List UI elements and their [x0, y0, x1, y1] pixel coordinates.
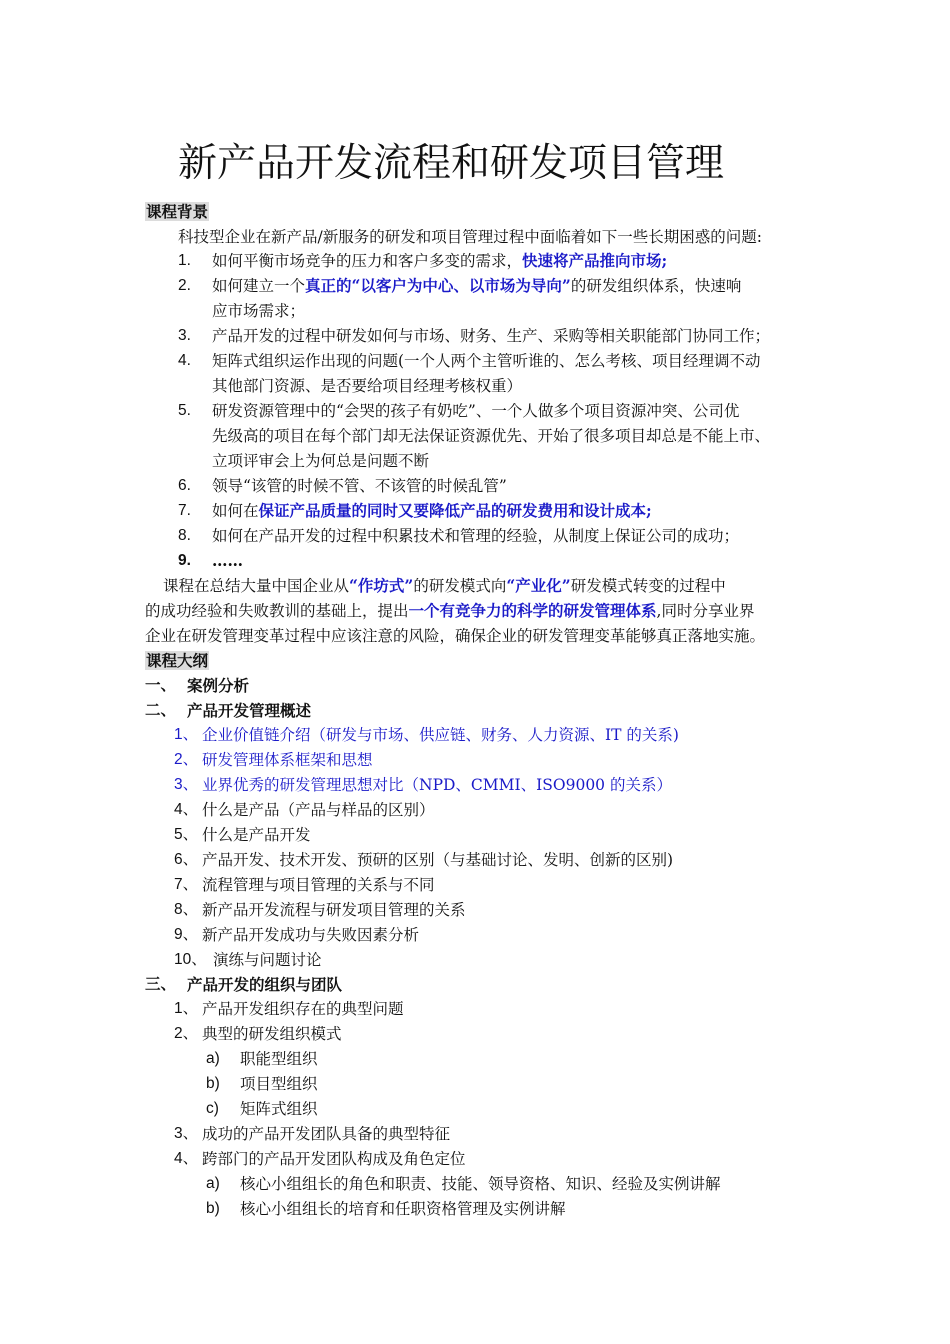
document-title: 新产品开发流程和研发项目管理 [178, 141, 725, 186]
list-item-number: 8. [178, 527, 191, 544]
outline-section-number: 三、 [145, 976, 177, 993]
outline-subitem: 项目型组织 [240, 1075, 318, 1093]
list-item-continuation: 立项评审会上为何总是问题不断 [212, 452, 430, 470]
outline-item: 研发管理体系框架和思想 [202, 751, 373, 769]
outline-subitem-letter: b) [206, 1200, 220, 1217]
outline-item-number: 10、 [174, 951, 207, 968]
outline-subitem-letter: b) [206, 1075, 220, 1092]
outline-item: 企业价值链介绍（研发与市场、供应链、财务、人力资源、IT 的关系) [202, 726, 679, 744]
outline-subitem: 职能型组织 [240, 1050, 318, 1068]
outline-subitem: 核心小组组长的角色和职责、技能、领导资格、知识、经验及实例讲解 [240, 1175, 721, 1193]
list-item: 如何建立一个真正的“以客户为中心、以市场为导向”的研发组织体系，快速响 [212, 276, 742, 295]
outline-item: 跨部门的产品开发团队构成及角色定位 [202, 1150, 466, 1168]
outline-item: 新产品开发成功与失败因素分析 [202, 926, 420, 944]
list-item: 如何在产品开发的过程中积累技术和管理的经验，从制度上保证公司的成功； [212, 527, 740, 545]
outline-item-number: 1、 [174, 726, 199, 743]
outline-item: 典型的研发组织模式 [202, 1025, 342, 1043]
outline-item-number: 3、 [174, 776, 199, 793]
outline-item-number: 8、 [174, 901, 199, 918]
list-item: …… [212, 551, 243, 570]
list-item: 矩阵式组织运作出现的问题(一个人两个主管听谁的、怎么考核、项目经理调不动 [212, 352, 761, 370]
outline-item: 什么是产品（产品与样品的区别） [202, 801, 435, 819]
outline-section-title: 案例分析 [187, 676, 250, 695]
outline-section-number: 二、 [145, 702, 177, 719]
section-heading-outline: 课程大纲 [146, 651, 209, 670]
outline-item: 业界优秀的研发管理思想对比（NPD、CMMI、ISO9000 的关系） [202, 776, 672, 794]
outline-item-number: 6、 [174, 851, 199, 868]
list-item-continuation: 先级高的项目在每个部门却无法保证资源优先、开始了很多项目却总是不能上市、 [212, 427, 771, 445]
outline-item: 什么是产品开发 [202, 826, 311, 844]
summary-paragraph-line: 课程在总结大量中国企业从“作坊式”的研发模式向“产业化”研发模式转变的过程中 [163, 576, 726, 595]
outline-subitem: 矩阵式组织 [240, 1100, 318, 1118]
outline-item: 新产品开发流程与研发项目管理的关系 [202, 901, 466, 919]
list-item-number: 4. [178, 352, 191, 369]
list-item: 产品开发的过程中研发如何与市场、财务、生产、采购等相关职能部门协同工作； [212, 327, 771, 345]
outline-item-number: 9、 [174, 926, 199, 943]
list-item-continuation: 应市场需求； [212, 302, 306, 320]
outline-item-number: 3、 [174, 1125, 199, 1142]
outline-item-number: 2、 [174, 1025, 199, 1042]
list-item-continuation: 其他部门资源、是否要给项目经理考核权重） [212, 377, 523, 395]
list-item: 如何在保证产品质量的同时又要降低产品的研发费用和设计成本; [212, 501, 652, 520]
list-item: 领导“该管的时候不管、不该管的时候乱管” [212, 477, 507, 495]
list-item-number: 1. [178, 252, 191, 269]
outline-subitem-letter: c) [206, 1100, 219, 1117]
outline-item-number: 4、 [174, 801, 199, 818]
outline-item-number: 5、 [174, 826, 199, 843]
summary-paragraph-line: 企业在研发管理变革过程中应该注意的风险，确保企业的研发管理变革能够真正落地实施。 [145, 627, 766, 645]
list-item-number: 9. [178, 552, 191, 569]
background-intro: 科技型企业在新产品/新服务的研发和项目管理过程中面临着如下一些长期困惑的问题: [178, 228, 762, 246]
list-item-number: 6. [178, 477, 191, 494]
list-item-number: 3. [178, 327, 191, 344]
section-heading-background: 课程背景 [146, 202, 209, 221]
outline-section-title: 产品开发的组织与团队 [187, 975, 343, 994]
list-item: 研发资源管理中的“会哭的孩子有奶吃”、一个人做多个项目资源冲突、公司优 [212, 402, 740, 420]
outline-section-title: 产品开发管理概述 [187, 701, 312, 720]
outline-item-number: 1、 [174, 1000, 199, 1017]
list-item: 如何平衡市场竞争的压力和客户多变的需求，快速将产品推向市场; [212, 251, 668, 270]
outline-item: 演练与问题讨论 [213, 951, 322, 969]
list-item-number: 5. [178, 402, 191, 419]
outline-subitem-letter: a) [206, 1175, 220, 1192]
outline-item: 成功的产品开发团队具备的典型特征 [202, 1125, 451, 1143]
outline-item: 流程管理与项目管理的关系与不同 [202, 876, 435, 894]
summary-paragraph-line: 的成功经验和失败教训的基础上，提出一个有竞争力的科学的研发管理体系,同时分享业界 [145, 601, 755, 620]
outline-subitem-letter: a) [206, 1050, 220, 1067]
outline-item: 产品开发、技术开发、预研的区别（与基础讨论、发明、创新的区别) [202, 851, 674, 869]
outline-item-number: 2、 [174, 751, 199, 768]
outline-item: 产品开发组织存在的典型问题 [202, 1000, 404, 1018]
list-item-number: 2. [178, 277, 191, 294]
outline-item-number: 7、 [174, 876, 199, 893]
list-item-number: 7. [178, 502, 191, 519]
outline-item-number: 4、 [174, 1150, 199, 1167]
outline-subitem: 核心小组组长的培育和任职资格管理及实例讲解 [240, 1200, 566, 1218]
outline-section-number: 一、 [145, 677, 177, 694]
